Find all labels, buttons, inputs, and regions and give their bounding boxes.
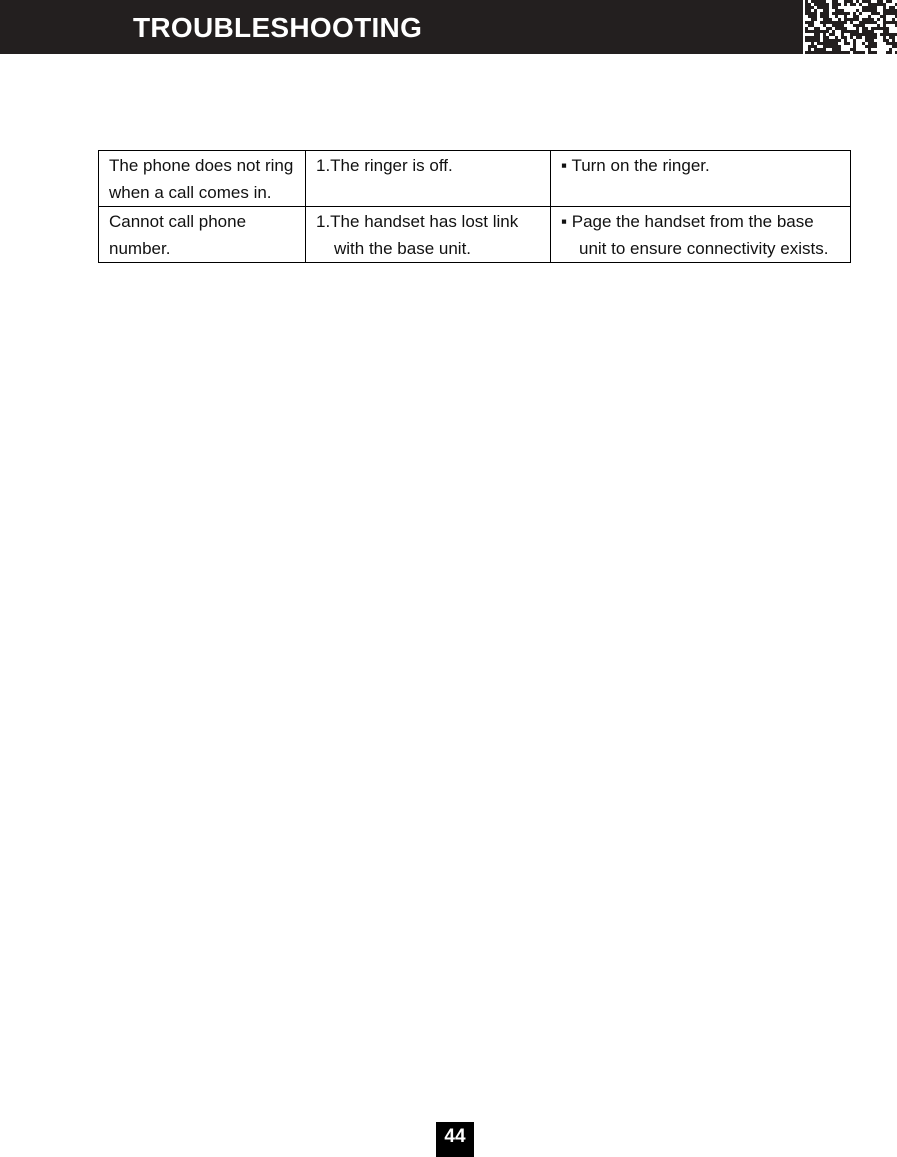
solution-cell — [551, 207, 851, 263]
page-number: 44 — [436, 1122, 474, 1157]
header-bar — [0, 0, 803, 54]
cause-cell — [306, 207, 551, 263]
problem-cell — [99, 151, 306, 207]
solution-cell — [551, 151, 851, 207]
table-row — [99, 151, 851, 207]
solution-text: ▪ Turn on the ringer. — [561, 156, 710, 175]
table-row — [99, 207, 851, 263]
problem-cell — [99, 207, 306, 263]
troubleshooting-table — [98, 150, 851, 263]
cause-cell — [306, 151, 551, 207]
cause-text: 1.The ringer is off. — [316, 156, 453, 175]
solution-text: ▪ Page the handset from the base unit to ensure connectivity exists. — [561, 212, 829, 258]
cause-text: 1.The handset has lost link with the base unit. — [316, 212, 519, 258]
problem-text: Cannot call phone number. — [109, 212, 247, 258]
problem-text: The phone does not ring when a call comes in. — [109, 156, 294, 202]
page-title: TROUBLESHOOTING — [133, 12, 423, 43]
decorative-pattern-icon — [805, 0, 897, 54]
